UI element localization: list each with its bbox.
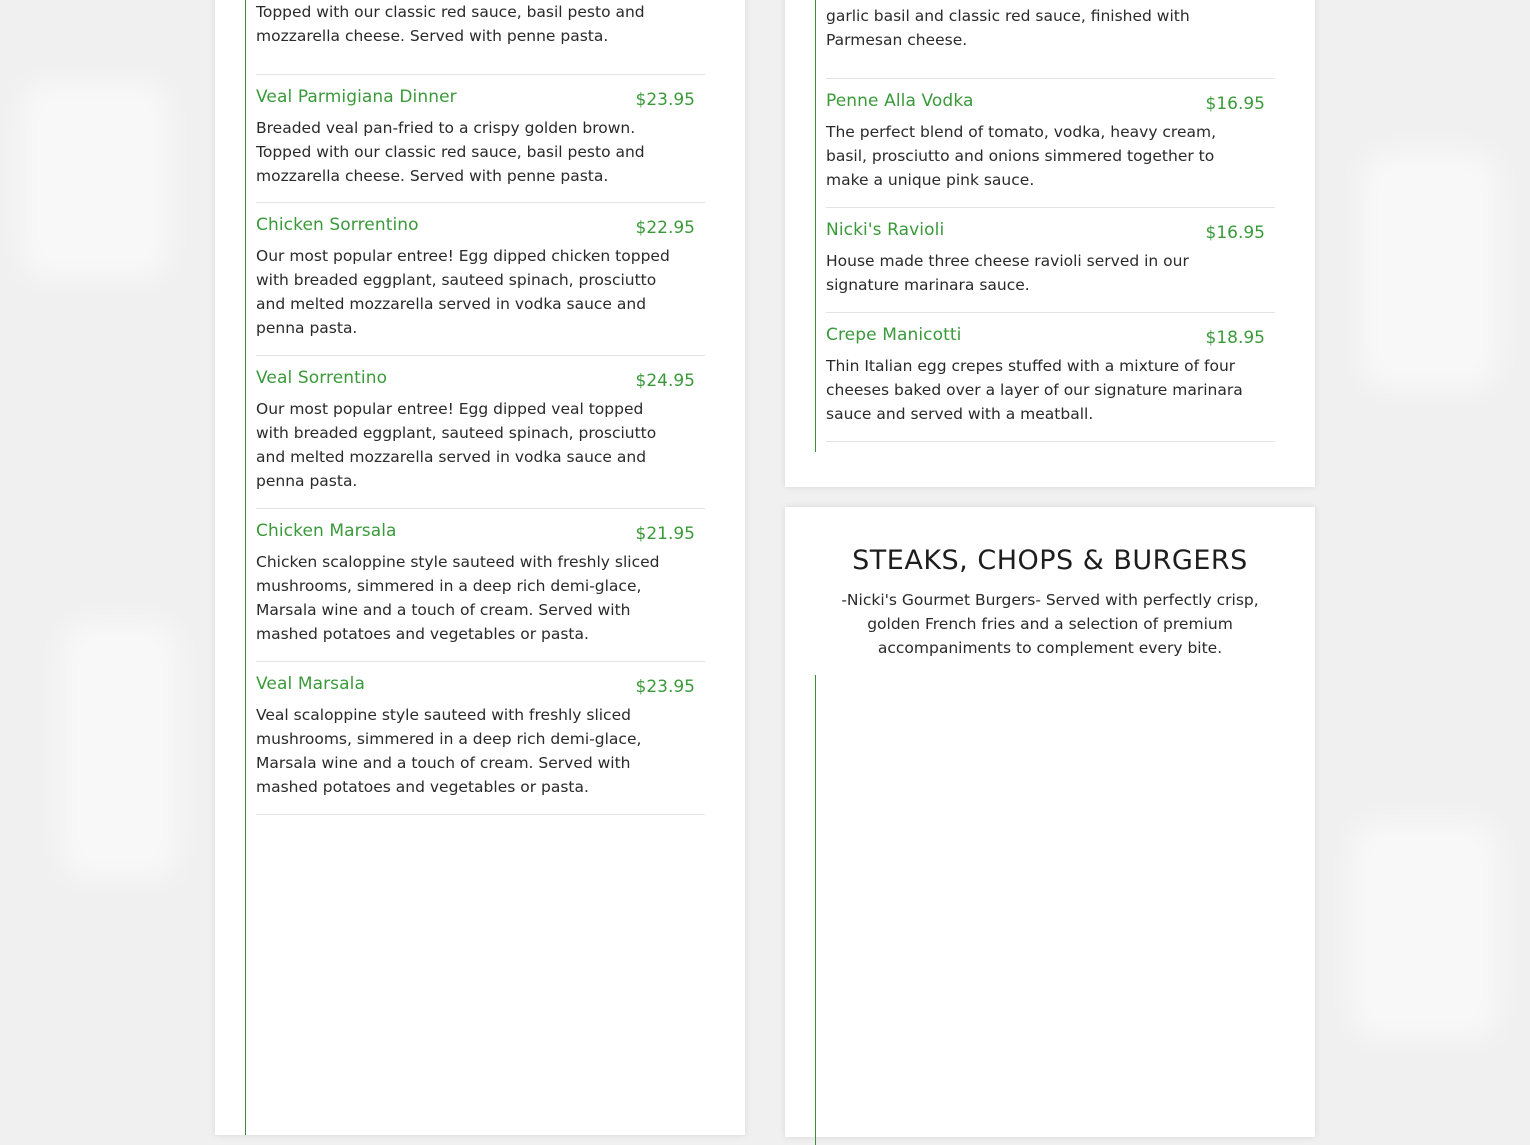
accent-rail	[815, 675, 816, 1145]
item-description: Breaded veal pan-fried to a crispy golden brown. Topped with our classic red sauce, basil pesto and mozzarella cheese. Served with penne pasta.	[256, 119, 645, 185]
menu-item-partial	[826, 0, 1275, 79]
menu-card-steaks	[785, 507, 1315, 1137]
menu-item[interactable]	[256, 674, 705, 815]
section-subtitle: -Nicki's Gourmet Burgers- Served with perfectly crisp, golden French fries and a selection of premium accompaniments to complement every bite.	[841, 591, 1259, 657]
background-decor	[60, 620, 180, 880]
menu-card-left	[215, 0, 745, 1135]
menu-item[interactable]	[256, 521, 705, 662]
item-description: Veal scaloppine style sauteed with freshly sliced mushrooms, simmered in a deep rich demi-glace, Marsala wine and a touch of cream. Served with mashed potatoes and vegetables or pasta.	[256, 706, 642, 796]
background-decor	[1360, 150, 1500, 390]
item-description: garlic basil and classic red sauce, finished with Parmesan cheese.	[826, 7, 1190, 49]
item-price: $22.95	[635, 218, 695, 238]
item-name: Crepe Manicotti	[826, 325, 962, 345]
menu-item[interactable]	[256, 368, 705, 509]
item-description: Our most popular entree! Egg dipped chicken topped with breaded eggplant, sauteed spinach, prosciutto and melted mozzarella served in vodka sauce and penna pasta.	[256, 247, 670, 337]
item-name: Chicken Marsala	[256, 521, 397, 541]
menu-item-partial	[256, 0, 705, 75]
menu-item[interactable]	[256, 87, 705, 203]
section-title: STEAKS, CHOPS & BURGERS	[852, 545, 1248, 576]
item-price: $21.95	[635, 524, 695, 544]
item-description: Topped with our classic red sauce, basil pesto and mozzarella cheese. Served with penne pasta.	[256, 3, 645, 45]
item-price: $23.95	[635, 677, 695, 697]
item-price: $23.95	[635, 90, 695, 110]
background-decor	[1350, 820, 1500, 1040]
item-name: Veal Marsala	[256, 674, 366, 694]
item-name: Veal Sorrentino	[256, 368, 388, 388]
item-name: Veal Parmigiana Dinner	[256, 87, 457, 107]
menu-item[interactable]	[826, 325, 1275, 442]
item-description: House made three cheese ravioli served in our signature marinara sauce.	[826, 252, 1189, 294]
menu-item[interactable]	[826, 91, 1275, 208]
item-description: Thin Italian egg crepes stuffed with a mixture of four cheeses baked over a layer of our signature marinara sauce and served with a meatball.	[826, 357, 1243, 423]
item-price: $24.95	[635, 371, 695, 391]
background-decor	[20, 80, 170, 280]
item-name: Nicki's Ravioli	[826, 220, 945, 240]
menu-item[interactable]	[256, 215, 705, 356]
item-description: Our most popular entree! Egg dipped veal topped with breaded eggplant, sauteed spinach, prosciutto and melted mozzarella served in vodka sauce and penna pasta.	[256, 400, 657, 490]
menu-card-right-top	[785, 0, 1315, 487]
accent-rail	[815, 0, 816, 452]
item-price: $16.95	[1205, 94, 1265, 114]
item-price: $16.95	[1205, 223, 1265, 243]
item-description: Chicken scaloppine style sauteed with freshly sliced mushrooms, simmered in a deep rich demi-glace, Marsala wine and a touch of cream. Served with mashed potatoes and vegetables or pasta.	[256, 553, 660, 643]
item-price: $18.95	[1205, 328, 1265, 348]
item-name: Chicken Sorrentino	[256, 215, 419, 235]
item-description: The perfect blend of tomato, vodka, heavy cream, basil, prosciutto and onions simmered together to make a unique pink sauce.	[826, 123, 1217, 189]
accent-rail	[245, 0, 246, 1135]
menu-item[interactable]	[826, 220, 1275, 313]
item-name: Penne Alla Vodka	[826, 91, 974, 111]
